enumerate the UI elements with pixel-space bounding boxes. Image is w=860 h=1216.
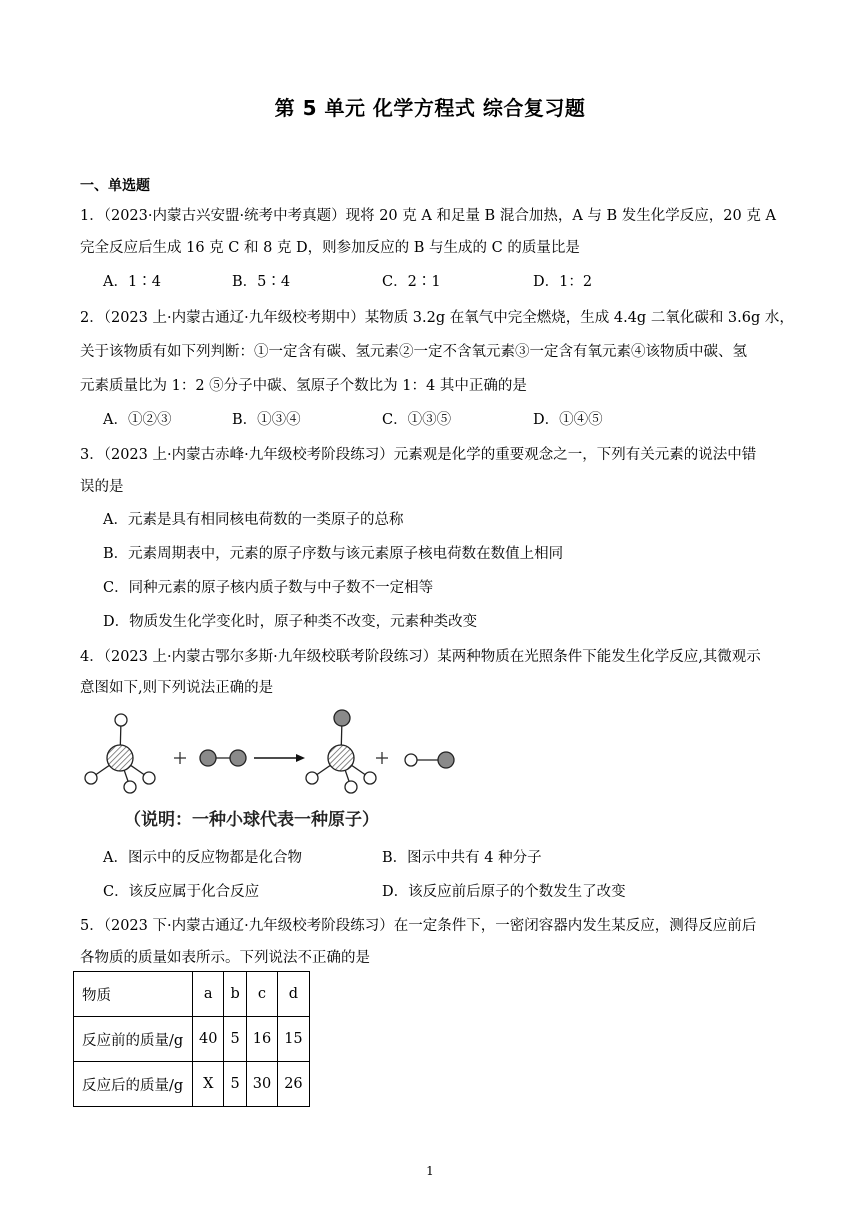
page-number: 1 [426, 1164, 434, 1178]
q4-text-line2: 意图如下,则下列说法正确的是 [80, 680, 274, 696]
q2-text-line2: 关于该物质有如下列判断：①一定含有碳、氢元素②一定不含氧元素③一定含有氧元素④该物质中碳、氢 [80, 344, 747, 360]
table-cell: 16 [246, 1017, 277, 1062]
q1-text-line2: 完全反应后生成 16 克 C 和 8 克 D，则参加反应的 B 与生成的 C 的质量比是 [80, 240, 580, 256]
page-title: 第 5 单元 化学方程式 综合复习题 [274, 96, 586, 120]
q4-option-d: D．该反应前后原子的个数发生了改变 [382, 884, 626, 900]
reactant-molecule-2 [200, 750, 246, 766]
q1-option-c: C．2∶1 [382, 274, 441, 290]
diagram-caption: （说明：一种小球代表一种原子） [124, 810, 379, 830]
q2-option-b: B．①③④ [232, 412, 301, 428]
q3-option-c: C．同种元素的原子核内质子数与中子数不一定相等 [103, 580, 434, 596]
q1-option-a: A．1∶4 [103, 274, 161, 290]
q2-option-d: D．①④⑤ [533, 412, 603, 428]
table-cell: a [193, 972, 224, 1017]
q3-option-b: B．元素周期表中，元素的原子序数与该元素原子核电荷数在数值上相同 [103, 546, 564, 562]
q5-text-line2: 各物质的质量如表所示。下列说法不正确的是 [80, 950, 370, 966]
q2-option-a: A．①②③ [103, 412, 172, 428]
q4-option-a: A．图示中的反应物都是化合物 [103, 850, 302, 866]
q3-text-line2: 误的是 [80, 479, 124, 495]
reaction-diagram [80, 702, 480, 842]
mass-table [73, 971, 310, 1107]
q3-option-d: D．物质发生化学变化时，原子种类不改变，元素种类改变 [103, 614, 478, 630]
q4-option-c: C．该反应属于化合反应 [103, 884, 260, 900]
product-molecule-2 [405, 752, 454, 768]
q5-text-line1: 5．（2023 下·内蒙古通辽·九年级校考阶段练习）在一定条件下，一密闭容器内发生某反应，测得反应前后 [80, 918, 757, 934]
table-row [74, 1017, 310, 1062]
q3-option-a: A．元素是具有相同核电荷数的一类原子的总称 [103, 512, 404, 528]
table-cell: 30 [246, 1062, 277, 1107]
table-cell: X [193, 1062, 224, 1107]
table-cell: 5 [224, 1062, 246, 1107]
table-cell: 40 [193, 1017, 224, 1062]
table-cell: c [246, 972, 277, 1017]
q3-text-line1: 3．（2023 上·内蒙古赤峰·九年级校考阶段练习）元素观是化学的重要观念之一，下列有关元素的说法中错 [80, 447, 757, 463]
table-cell: b [224, 972, 246, 1017]
q4-text-line1: 4．（2023 上·内蒙古鄂尔多斯·九年级校联考阶段练习）某两种物质在光照条件下能发生化学反应,其微观示 [80, 649, 761, 665]
section-heading: 一、单选题 [80, 178, 150, 194]
q1-text-line1: 1．（2023·内蒙古兴安盟·统考中考真题）现将 20 克 A 和足量 B 混合加热，A 与 B 发生化学反应，20 克 A [80, 208, 776, 224]
table-cell: 反应前的质量/g [74, 1017, 193, 1062]
product-molecule-1 [306, 710, 376, 793]
plus-sign-2 [376, 752, 388, 764]
q1-option-b: B．5∶4 [232, 274, 291, 290]
q2-option-c: C．①③⑤ [382, 412, 452, 428]
reactant-molecule-1 [85, 714, 155, 793]
table-cell: 5 [224, 1017, 246, 1062]
table-cell: 26 [278, 1062, 309, 1107]
table-row [74, 1062, 310, 1107]
table-header-row [74, 972, 310, 1017]
table-cell: 15 [278, 1017, 309, 1062]
reaction-arrow [254, 754, 305, 762]
table-cell: 反应后的质量/g [74, 1062, 193, 1107]
q2-text-line3: 元素质量比为 1：2 ⑤分子中碳、氢原子个数比为 1：4 其中正确的是 [80, 378, 527, 394]
q2-text-line1: 2．（2023 上·内蒙古通辽·九年级校考期中）某物质 3.2g 在氧气中完全燃烧，生成 4.4g 二氧化碳和 3.6g 水， [80, 310, 794, 326]
table-cell: 物质 [74, 972, 193, 1017]
q1-option-d: D．1：2 [533, 274, 593, 290]
table-cell: d [278, 972, 309, 1017]
plus-sign-1 [174, 752, 186, 764]
q4-option-b: B．图示中共有 4 种分子 [382, 850, 542, 866]
